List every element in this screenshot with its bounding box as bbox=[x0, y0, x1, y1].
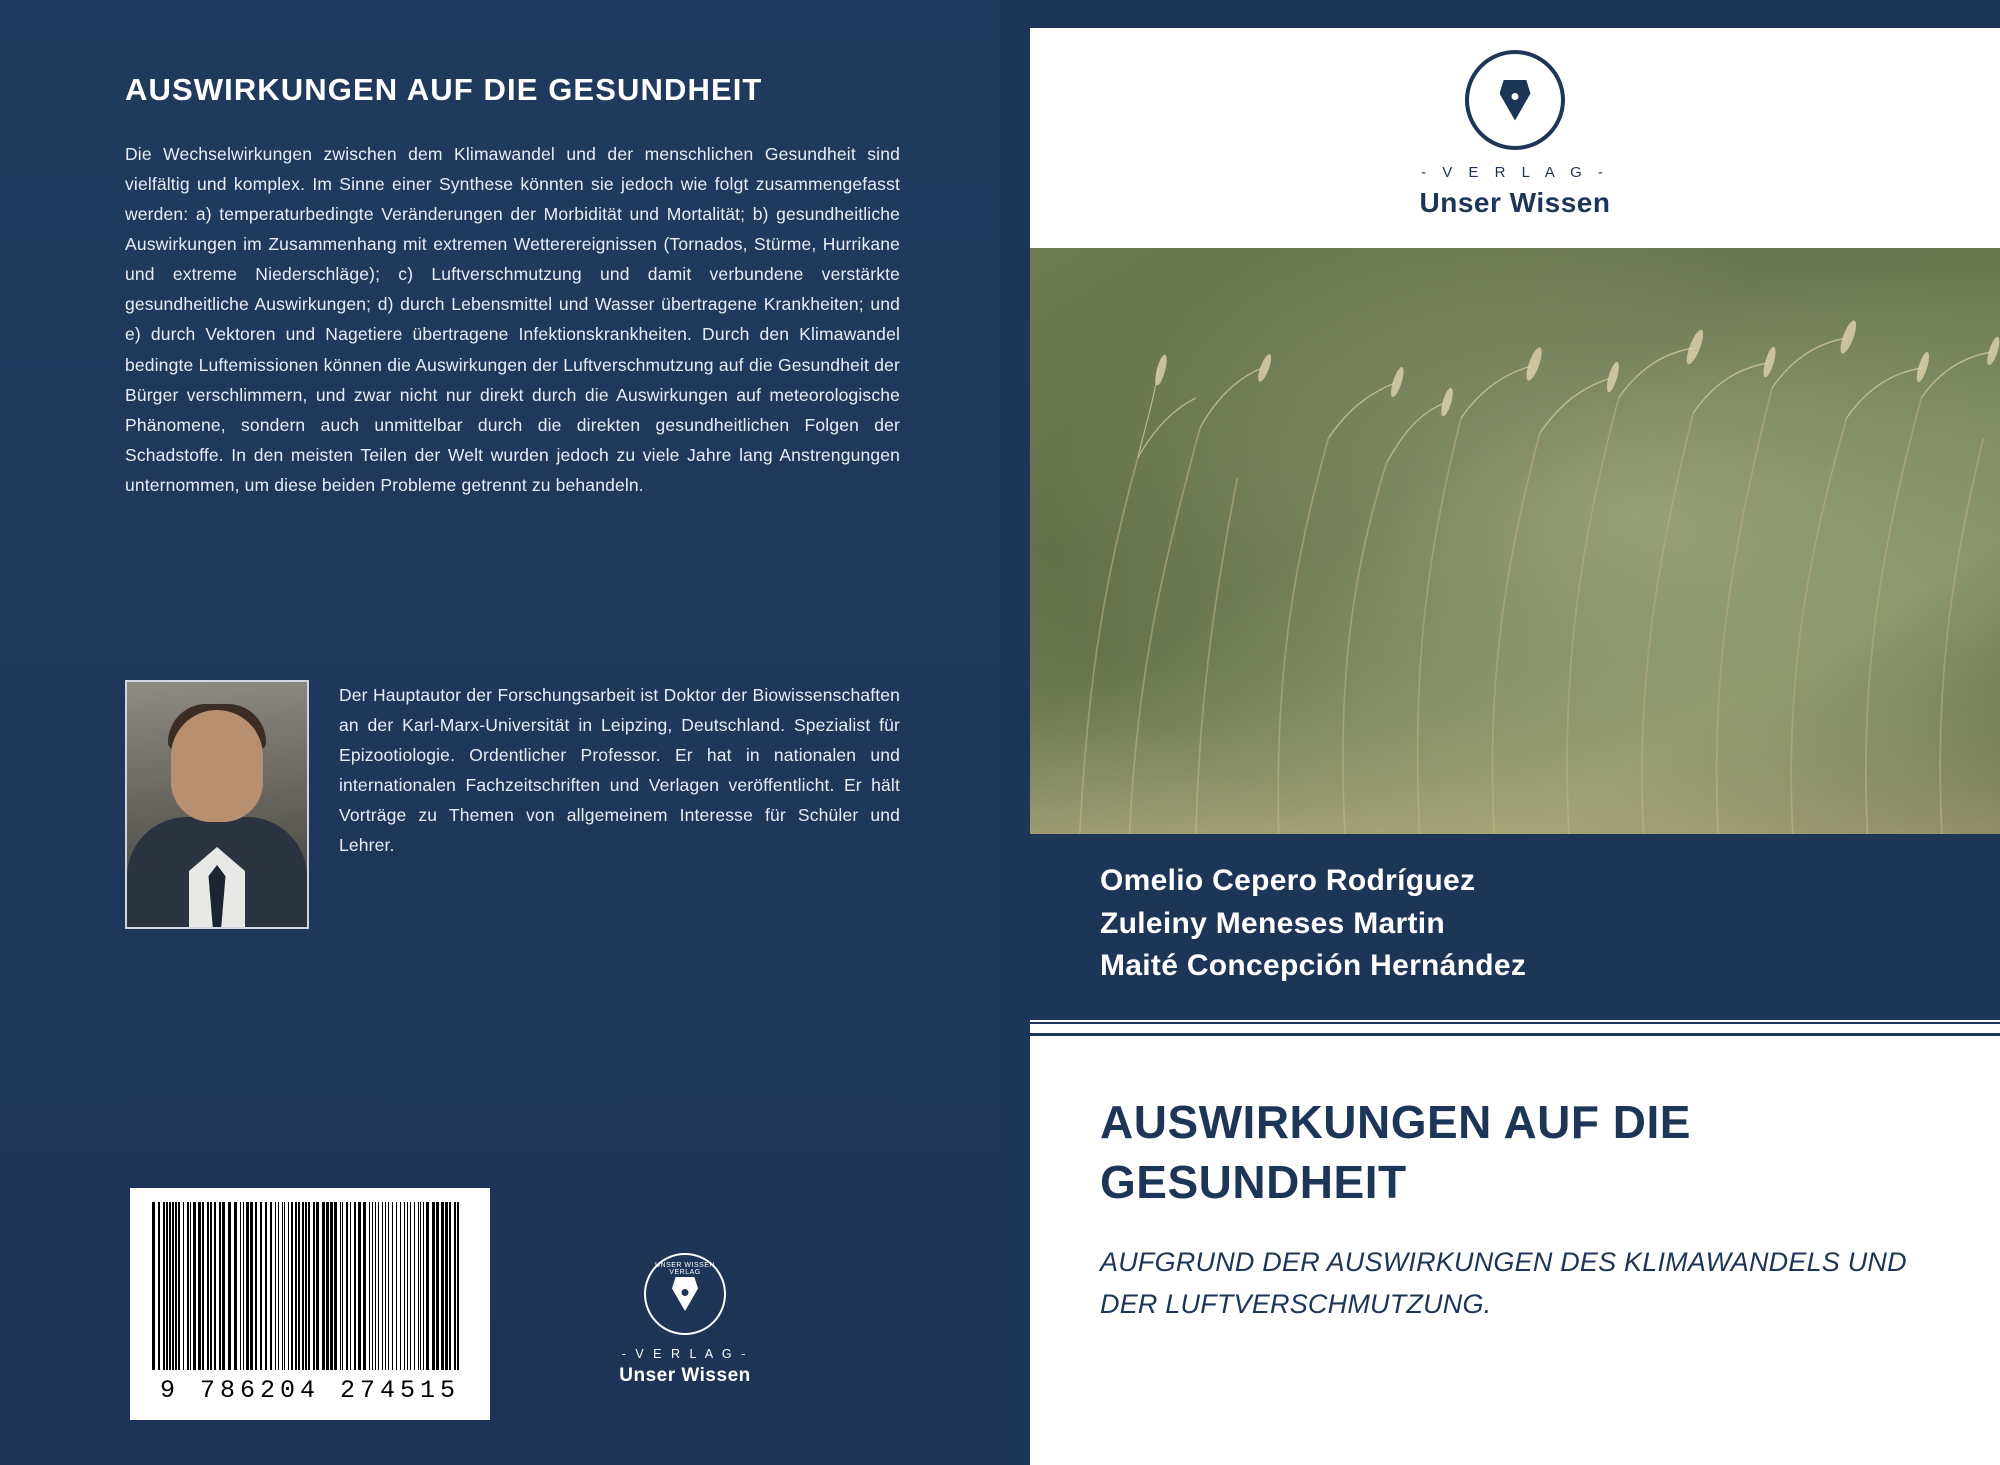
cover-photograph-artwork bbox=[1030, 248, 2000, 834]
author-name-1: Omelio Cepero Rodríguez bbox=[1100, 864, 1476, 897]
publisher-seal-ring-text: UNSER WISSEN VERLAG bbox=[654, 1262, 716, 1276]
back-publisher-verlag-label: - V E R L A G - bbox=[621, 1347, 749, 1361]
publisher-seal-icon bbox=[644, 1253, 726, 1335]
author-block bbox=[125, 680, 900, 929]
band-divider bbox=[1030, 1022, 2000, 1036]
author-photo bbox=[125, 680, 309, 929]
book-spine bbox=[1000, 0, 1030, 1465]
back-cover-title: AUSWIRKUNGEN AUF DIE GESUNDHEIT bbox=[125, 72, 763, 107]
authors-band bbox=[1030, 834, 2000, 1020]
back-cover-text-block bbox=[125, 70, 900, 500]
author-name-2: Zuleiny Meneses Martin bbox=[1100, 906, 1446, 940]
barcode bbox=[130, 1188, 490, 1420]
cover-photograph bbox=[1030, 248, 2000, 834]
publisher-seal-icon bbox=[1465, 50, 1565, 150]
isbn-number: 9 786204 274515 bbox=[159, 1376, 461, 1405]
back-cover-description: Die Wechselwirkungen zwischen dem Klimawandel und der menschlichen Gesundheit sind vielfältig und komplex. Im Sinne einer Synthese könnten sie jedoch wie folgt zusammengefasst werden: a) temperaturbedingte Veränderungen der Morbidität und Mortalität; b) gesundheitliche Auswirkungen im Zusammenhang mit extremen Wetterereignissen (Tornados, Stürme, Hurrikane und extreme Niederschläge); c) Luftverschmutzung und damit verbundene verstärkte gesundheitliche Auswirkungen; d) durch Lebensmittel und Wasser übertragene Krankheiten; und e) durch Vektoren und Nagetiere übertragene Infektionskrankheiten. Durch den Klimawandel bedingte Luftemissionen können die Auswirkungen der Luftverschmutzung auf die Gesundheit der Bürger verschlimmern, und zwar nicht nur direkt durch die Auswirkungen auf meteorologische Phänomene, sondern auch unmittelbar durch die direkten gesundheitlichen Folgen der Schadstoffe. In den meisten Teilen der Welt wurden jedoch zu viele Jahre lang Anstrengungen unternommen, um diese beiden Probleme getrennt zu behandeln. bbox=[125, 143, 900, 495]
front-publisher-name: Unser Wissen bbox=[1419, 187, 1611, 218]
author-photo-head bbox=[171, 710, 263, 822]
back-publisher-name: Unser Wissen bbox=[619, 1365, 751, 1386]
front-cover bbox=[1030, 0, 2000, 1465]
back-publisher-logo bbox=[600, 1253, 770, 1387]
author-bio: Der Hauptautor der Forschungsarbeit ist Doktor der Biowissenschaften an der Karl-Marx-Universität in Leipzing, Deutschland. Spezialist für Epizootiologie. Ordentlicher Professor. Er hat in nationalen und internationalen Fachzeitschriften und Verlagen veröffentlicht. Er hält Vorträge zu Themen von allgemeinem Interesse für Schüler und Lehrer. bbox=[339, 685, 900, 856]
pen-nib-icon bbox=[672, 1277, 698, 1311]
author-name-3: Maité Concepción Hernández bbox=[1100, 949, 1527, 983]
front-cover-title: AUSWIRKUNGEN AUF DIE GESUNDHEIT bbox=[1100, 1095, 1691, 1208]
pen-nib-icon bbox=[1500, 80, 1531, 121]
front-publisher-logo bbox=[1030, 50, 2000, 219]
front-top-bar bbox=[1030, 0, 2000, 28]
front-publisher-verlag-label: - V E R L A G - bbox=[1421, 164, 1609, 181]
barcode-bars bbox=[146, 1202, 474, 1370]
front-cover-subtitle: AUFGRUND DER AUSWIRKUNGEN DES KLIMAWANDELS UND DER LUFTVERSCHMUTZUNG. bbox=[1100, 1247, 1907, 1319]
